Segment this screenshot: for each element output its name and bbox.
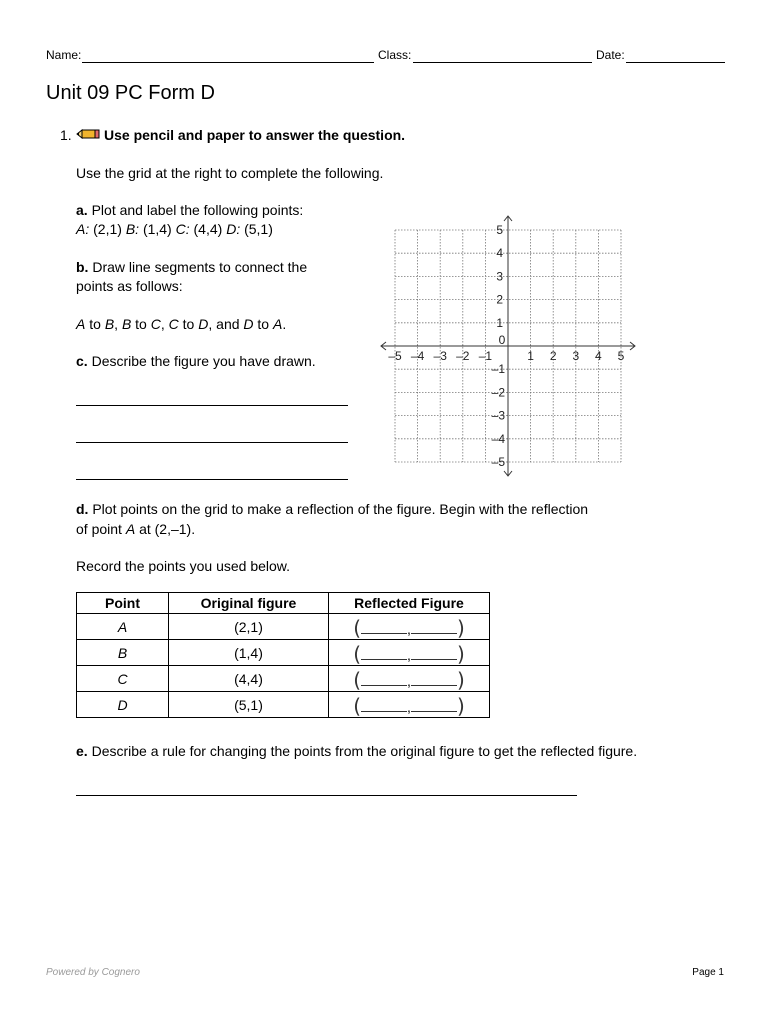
paren: ) <box>456 693 465 718</box>
point-cell: C <box>77 666 169 692</box>
pt: C <box>150 316 161 332</box>
text: of point <box>76 521 122 537</box>
original-cell: (2,1) <box>169 614 329 640</box>
x-tick-label: 0 <box>498 333 506 347</box>
paren: ( <box>353 693 362 718</box>
text: at (2,–1). <box>139 521 196 537</box>
pt: A <box>125 521 136 537</box>
x-tick-labels <box>388 333 624 363</box>
class-field-line[interactable] <box>413 62 592 63</box>
table-header: Original figure <box>169 593 329 614</box>
table-header-row <box>77 593 490 614</box>
pt: A <box>273 316 283 332</box>
question-number: 1. <box>60 127 72 143</box>
pt: D <box>243 316 254 332</box>
y-blank[interactable] <box>411 623 457 634</box>
x-tick-label: 3 <box>572 349 580 363</box>
x-blank[interactable] <box>361 649 407 660</box>
y-tick-label: –1 <box>491 362 505 377</box>
point-name: D: <box>226 221 241 237</box>
y-tick-label: –3 <box>491 408 505 423</box>
question-intro: Use the grid at the right to complete the following. <box>76 165 384 181</box>
comma: , <box>407 646 411 663</box>
x-tick-label: –2 <box>456 349 470 363</box>
table-header: Point <box>77 593 169 614</box>
paren: ( <box>353 615 362 640</box>
x-tick-label: 2 <box>549 349 557 363</box>
reflected-cell[interactable] <box>329 640 490 666</box>
x-blank[interactable] <box>361 701 407 712</box>
y-blank[interactable] <box>411 675 457 686</box>
points-line <box>76 221 273 237</box>
paren: ) <box>456 641 465 666</box>
point-name: B: <box>125 221 140 237</box>
date-label: Date: <box>596 48 625 62</box>
reflected-cell[interactable] <box>329 666 490 692</box>
point-cell: D <box>77 692 169 718</box>
y-tick-label: 1 <box>496 315 503 330</box>
y-tick-label: 2 <box>496 292 503 307</box>
part-e-label: e. <box>76 743 88 759</box>
original-cell: (4,4) <box>169 666 329 692</box>
point-cell: A <box>77 614 169 640</box>
x-blank[interactable] <box>361 675 407 686</box>
x-tick-label: 1 <box>527 349 534 363</box>
name-field-line[interactable] <box>82 62 374 63</box>
axes <box>381 216 635 476</box>
answer-line[interactable] <box>76 795 577 796</box>
table-row <box>77 640 490 666</box>
part-d-text-2 <box>76 521 195 537</box>
pencil-icon <box>76 127 100 141</box>
question-instruction: Use pencil and paper to answer the question. <box>104 127 406 143</box>
point-cell: B <box>77 640 169 666</box>
x-tick-label: –3 <box>433 349 447 363</box>
point-coord: (2,1) <box>93 221 122 237</box>
table-row <box>77 666 490 692</box>
word: to <box>135 316 147 332</box>
answer-line[interactable] <box>76 442 348 443</box>
part-d-label: d. <box>76 501 89 517</box>
part-e-text: Describe a rule for changing the points from the original figure to get the reflected figure. <box>91 743 638 759</box>
y-tick-label: 3 <box>496 269 503 284</box>
y-tick-label: 5 <box>496 223 503 237</box>
comma: , <box>407 698 411 715</box>
date-field-line[interactable] <box>626 62 725 63</box>
x-tick-label: –4 <box>410 349 425 363</box>
part-e-prompt <box>76 743 637 759</box>
part-a-text: Plot and label the following points: <box>91 202 304 218</box>
page-number: Page 1 <box>692 967 724 978</box>
comma: , <box>407 672 411 689</box>
part-d-prompt <box>76 501 588 517</box>
part-c-text: Describe the figure you have drawn. <box>91 353 316 369</box>
word: to <box>89 316 101 332</box>
point-name: C: <box>175 221 190 237</box>
paren: ) <box>456 615 465 640</box>
sep: , <box>160 316 165 332</box>
point-name: A: <box>76 221 90 237</box>
part-b-text-1: Draw line segments to connect the <box>92 259 308 275</box>
y-blank[interactable] <box>411 701 457 712</box>
sep: , and <box>208 316 240 332</box>
y-blank[interactable] <box>411 649 457 660</box>
table-row <box>77 614 490 640</box>
sep: . <box>282 316 287 332</box>
y-tick-label: –4 <box>491 431 505 446</box>
pt: B <box>104 316 115 332</box>
answer-line[interactable] <box>76 479 348 480</box>
reflected-cell[interactable] <box>329 692 490 718</box>
coordinate-grid[interactable] <box>370 212 645 477</box>
part-c-label: c. <box>76 353 88 369</box>
point-coord: (1,4) <box>142 221 172 237</box>
pt: C <box>168 316 179 332</box>
part-a-label: a. <box>76 202 88 218</box>
connect-instruction <box>76 316 286 332</box>
paren: ( <box>353 667 362 692</box>
original-cell: (1,4) <box>169 640 329 666</box>
name-label: Name: <box>46 48 82 62</box>
x-tick-label: 5 <box>617 349 625 363</box>
points-table <box>76 592 490 718</box>
table-header: Reflected Figure <box>329 593 490 614</box>
y-tick-label: –5 <box>491 455 505 469</box>
pt: A <box>76 316 86 332</box>
pt: D <box>198 316 209 332</box>
table-row <box>77 692 490 718</box>
paren: ( <box>353 641 362 666</box>
paren: ) <box>456 667 465 692</box>
answer-line[interactable] <box>76 405 348 406</box>
word: to <box>182 316 195 332</box>
point-coord: (4,4) <box>193 221 223 237</box>
class-label: Class: <box>378 48 412 62</box>
part-b-label: b. <box>76 259 89 275</box>
part-d-text-1: Plot points on the grid to make a reflection of the figure. Begin with the reflection <box>92 501 589 517</box>
x-tick-label: 4 <box>595 349 602 363</box>
point-coord: (5,1) <box>244 221 273 237</box>
part-b-text-2: points as follows: <box>76 278 183 294</box>
pt: B <box>121 316 132 332</box>
x-blank[interactable] <box>361 623 407 634</box>
y-tick-label: –2 <box>491 385 505 400</box>
reflected-cell[interactable] <box>329 614 490 640</box>
part-b-prompt <box>76 259 307 275</box>
word: to <box>257 316 270 332</box>
record-instruction: Record the points you used below. <box>76 558 291 574</box>
part-c-prompt <box>76 353 316 369</box>
part-a-prompt <box>76 202 303 218</box>
comma: , <box>407 620 411 637</box>
powered-by: Powered by Cognero <box>46 967 140 978</box>
y-tick-label: 4 <box>496 246 503 261</box>
x-tick-label: –1 <box>478 349 493 363</box>
x-tick-label: –5 <box>388 349 402 363</box>
original-cell: (5,1) <box>169 692 329 718</box>
page-title: Unit 09 PC Form D <box>46 82 215 104</box>
sep: , <box>114 316 119 332</box>
